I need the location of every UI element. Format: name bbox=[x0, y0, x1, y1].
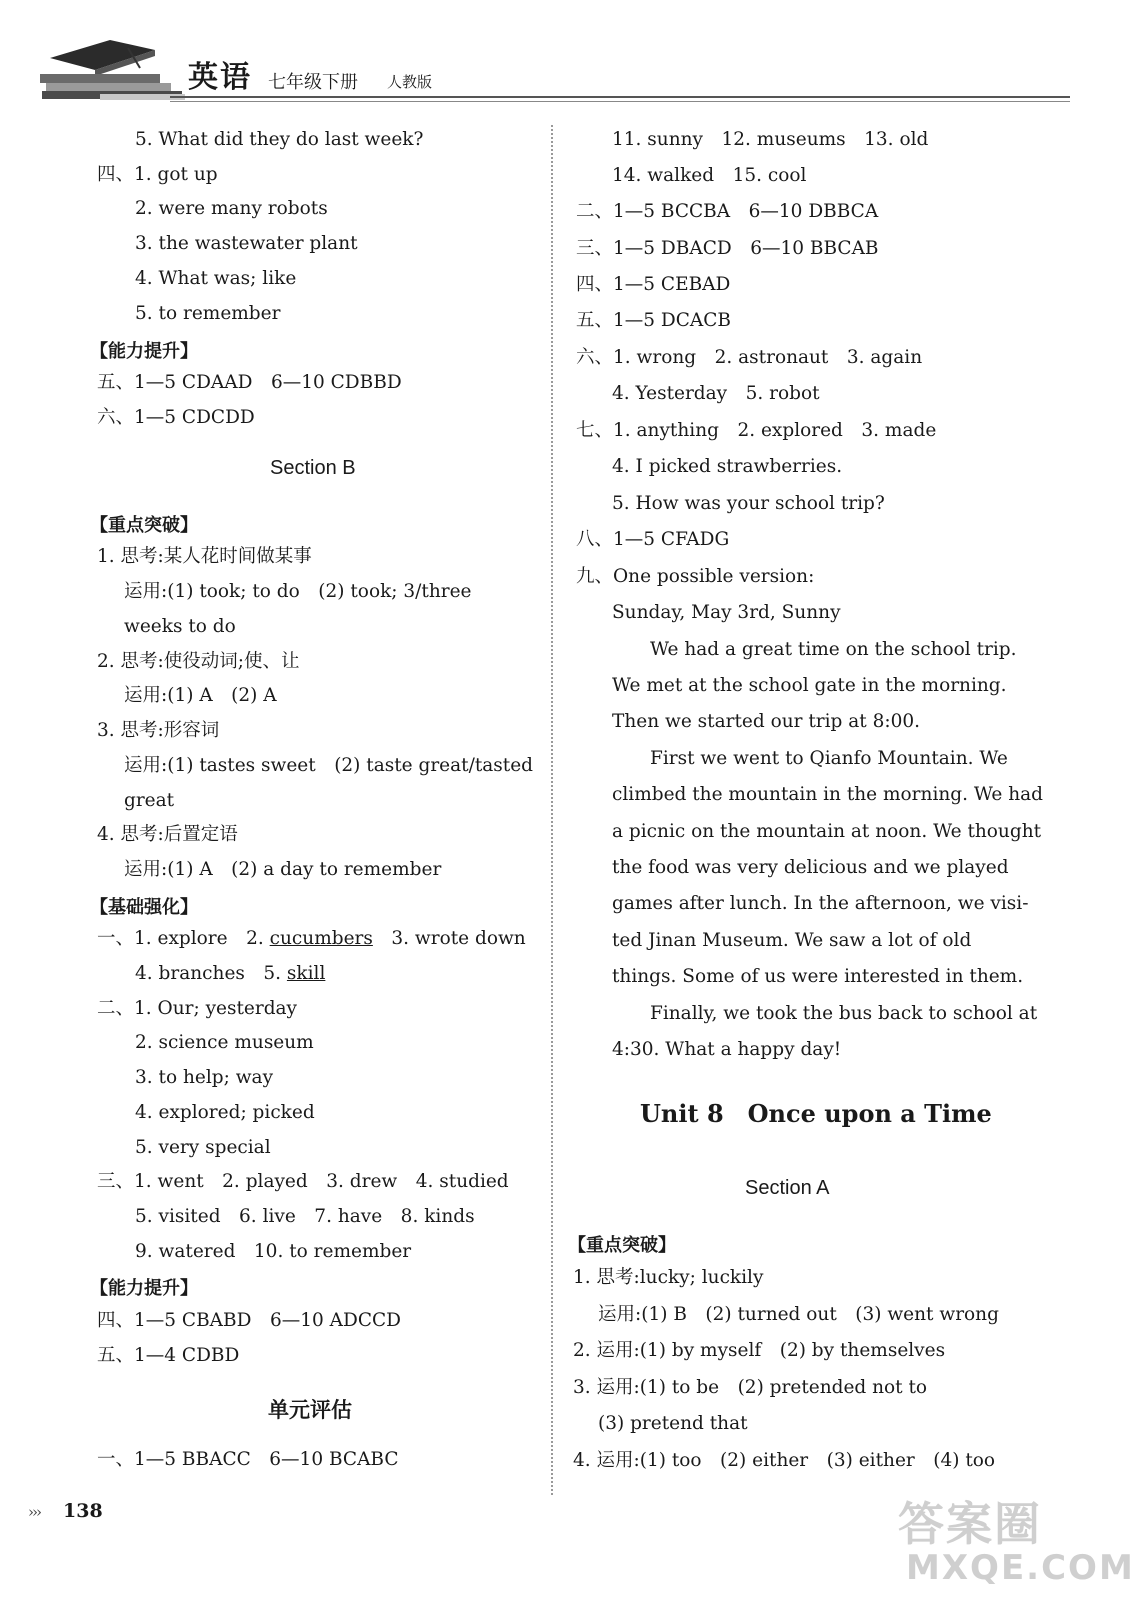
answer-line: 六、1—5 CDCDD bbox=[97, 407, 255, 428]
answer-line: 5. to remember bbox=[135, 303, 281, 324]
answer-line: 3. 思考:形容词 bbox=[97, 720, 220, 741]
answer-line: 九、One possible version: bbox=[576, 566, 815, 587]
essay-line: Sunday, May 3rd, Sunny bbox=[612, 602, 841, 623]
underlined-answer: skill bbox=[286, 963, 326, 984]
books-graduation-cap-icon bbox=[40, 30, 190, 102]
section-heading: 【能力提升】 bbox=[90, 1278, 198, 1299]
answer-line: 3. the wastewater plant bbox=[135, 233, 358, 254]
answer-line: 六、1. wrong 2. astronaut 3. again bbox=[576, 347, 923, 368]
answer-line: 五、1—5 CDAAD 6—10 CDBBD bbox=[97, 372, 402, 393]
answer-line: 5. What did they do last week? bbox=[135, 129, 424, 150]
column-divider bbox=[551, 125, 553, 1495]
answer-line: 4. What was; like bbox=[135, 268, 297, 289]
answer-line: 三、1. went 2. played 3. drew 4. studied bbox=[97, 1171, 509, 1192]
answer-line: weeks to do bbox=[124, 616, 236, 637]
watermark-text: 答案圈 bbox=[898, 1497, 1042, 1551]
answer-line: 二、1—5 BCCBA 6—10 DBBCA bbox=[576, 201, 879, 222]
answer-line: (3) pretend that bbox=[598, 1413, 748, 1434]
answer-line: 八、1—5 CFADG bbox=[576, 529, 730, 550]
essay-line: 4:30. What a happy day! bbox=[612, 1039, 842, 1060]
answer-line: 4. I picked strawberries. bbox=[612, 456, 843, 477]
answer-line: 2. science museum bbox=[135, 1032, 314, 1053]
section-title: Section A bbox=[745, 1177, 830, 1199]
answer-text: 4. branches 5. bbox=[135, 963, 287, 984]
answer-line: 4. Yesterday 5. robot bbox=[612, 383, 820, 404]
answer-text: 一、1. explore 2. bbox=[97, 928, 270, 949]
page-number: 138 bbox=[63, 1500, 103, 1522]
underlined-answer: cucumbers bbox=[269, 928, 373, 949]
section-heading: 【基础强化】 bbox=[90, 897, 198, 918]
essay-line: a picnic on the mountain at noon. We thought bbox=[612, 821, 1042, 842]
answer-line: 运用:(1) tastes sweet (2) taste great/tasted bbox=[124, 755, 534, 776]
essay-line: Then we started our trip at 8:00. bbox=[612, 711, 921, 732]
answer-line: 14. walked 15. cool bbox=[612, 165, 807, 186]
essay-line: We had a great time on the school trip. bbox=[650, 639, 1017, 660]
edition-label: 人教版 bbox=[387, 73, 433, 91]
answer-line: 4. 思考:后置定语 bbox=[97, 824, 238, 845]
answer-line: 二、1. Our; yesterday bbox=[97, 998, 298, 1019]
answer-line: 4. 运用:(1) too (2) either (3) either (4) too bbox=[573, 1450, 996, 1471]
header-rule bbox=[170, 96, 1070, 98]
essay-line: We met at the school gate in the morning. bbox=[612, 675, 1007, 696]
answer-line: 运用:(1) B (2) turned out (3) went wrong bbox=[598, 1304, 999, 1325]
answer-line bbox=[97, 927, 526, 951]
answer-line: 2. were many robots bbox=[135, 198, 328, 219]
answer-line: 1. 思考:某人花时间做某事 bbox=[97, 546, 312, 567]
watermark-logo bbox=[898, 1488, 1135, 1596]
answer-line: 一、1—5 BBACC 6—10 BCABC bbox=[97, 1449, 399, 1470]
section-heading: 【重点突破】 bbox=[568, 1235, 676, 1256]
essay-line: ted Jinan Museum. We saw a lot of old bbox=[612, 930, 972, 951]
answer-line: 运用:(1) took; to do (2) took; 3/three bbox=[124, 581, 472, 602]
answer-line: 9. watered 10. to remember bbox=[135, 1241, 412, 1262]
grade-label: 七年级下册 bbox=[268, 72, 358, 93]
answer-line: 七、1. anything 2. explored 3. made bbox=[576, 420, 937, 441]
chevrons-right-icon: ››› bbox=[28, 1503, 40, 1521]
answer-line: 4. explored; picked bbox=[135, 1102, 315, 1123]
section-heading: 【能力提升】 bbox=[90, 341, 198, 362]
answer-line: 五、1—5 DCACB bbox=[576, 310, 732, 331]
answer-line: 运用:(1) A (2) a day to remember bbox=[124, 859, 442, 880]
subject-title: 英语 bbox=[188, 60, 252, 95]
header-rule-thin bbox=[170, 101, 1070, 102]
answer-line: 2. 运用:(1) by myself (2) by themselves bbox=[573, 1340, 946, 1361]
section-title: Section B bbox=[270, 457, 356, 479]
watermark-url: MXQE.COM bbox=[906, 1548, 1135, 1588]
answer-line: 3. 运用:(1) to be (2) pretended not to bbox=[573, 1377, 928, 1398]
page-header bbox=[0, 0, 1080, 110]
section-title: 单元评估 bbox=[268, 1398, 352, 1422]
answer-line: 运用:(1) A (2) A bbox=[124, 685, 277, 706]
answer-text: 3. wrote down bbox=[372, 928, 526, 949]
essay-line: the food was very delicious and we played bbox=[612, 857, 1009, 878]
essay-line: First we went to Qianfo Mountain. We bbox=[650, 748, 1008, 769]
answer-line: 11. sunny 12. museums 13. old bbox=[612, 129, 929, 150]
answer-line: 1. 思考:lucky; luckily bbox=[573, 1267, 764, 1288]
unit-title: Unit 8 Once upon a Time bbox=[640, 1099, 992, 1128]
answer-line: 5. How was your school trip? bbox=[612, 493, 885, 514]
essay-line: climbed the mountain in the morning. We had bbox=[612, 784, 1044, 805]
answer-line: 5. very special bbox=[135, 1137, 271, 1158]
answer-line: 5. visited 6. live 7. have 8. kinds bbox=[135, 1206, 475, 1227]
answer-line: 2. 思考:使役动词;使、让 bbox=[97, 651, 300, 672]
answer-line: 四、1—5 CBABD 6—10 ADCCD bbox=[97, 1310, 401, 1331]
essay-line: things. Some of us were interested in them. bbox=[612, 966, 1024, 987]
answer-line bbox=[135, 962, 325, 986]
answer-line: great bbox=[124, 790, 175, 811]
essay-line: games after lunch. In the afternoon, we visi- bbox=[612, 893, 1029, 914]
answer-line: 3. to help; way bbox=[135, 1067, 274, 1088]
answer-line: 四、1—5 CEBAD bbox=[576, 274, 731, 295]
answer-line: 五、1—4 CDBD bbox=[97, 1345, 240, 1366]
essay-line: Finally, we took the bus back to school at bbox=[650, 1003, 1038, 1024]
answer-line: 三、1—5 DBACD 6—10 BBCAB bbox=[576, 238, 879, 259]
answer-line: 四、1. got up bbox=[97, 164, 218, 185]
section-heading: 【重点突破】 bbox=[90, 515, 198, 536]
